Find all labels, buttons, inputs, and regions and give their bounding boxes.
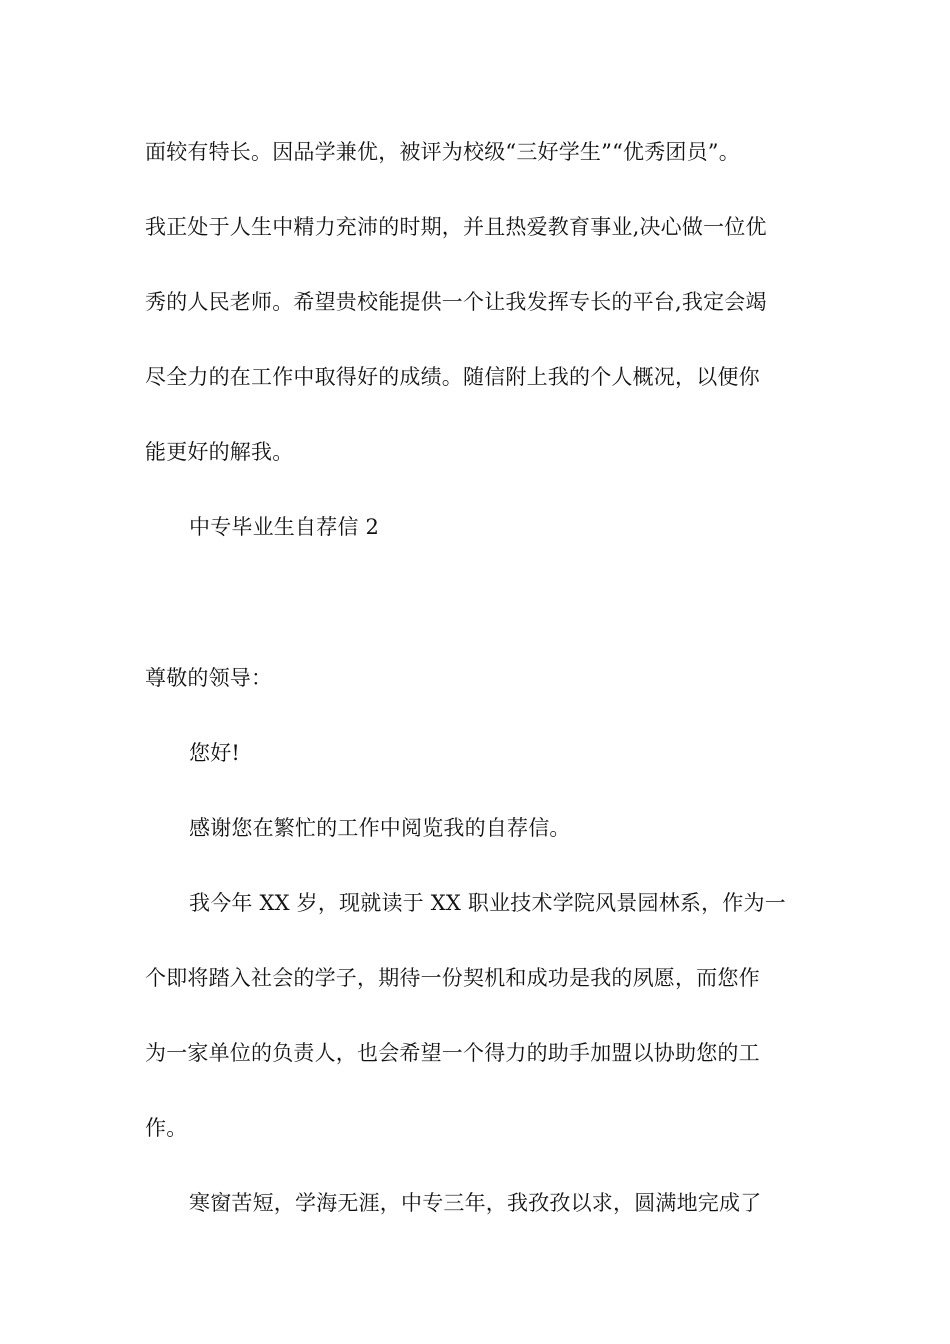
paragraph-line: 寒窗苦短，学海无涯，中专三年，我孜孜以求，圆满地完成了 xyxy=(189,1191,762,1215)
paragraph-line: 为一家单位的负责人，也会希望一个得力的助手加盟以协助您的工 xyxy=(145,1041,760,1065)
greeting: 您好! xyxy=(189,741,241,765)
paragraph-line: 秀的人民老师。希望贵校能提供一个让我发挥专长的平台,我定会竭 xyxy=(145,290,767,314)
salutation: 尊敬的领导： xyxy=(145,666,273,690)
paragraph-line: 作。 xyxy=(145,1116,188,1140)
paragraph-line: 个即将踏入社会的学子，期待一份契机和成功是我的夙愿，而您作 xyxy=(145,966,760,990)
paragraph-line: 我今年 XX 岁，现就读于 XX 职业技术学院风景园林系，作为一 xyxy=(189,891,786,915)
paragraph-line: 能更好的解我。 xyxy=(145,440,294,464)
paragraph-line: 尽全力的在工作中取得好的成绩。随信附上我的个人概况，以便你 xyxy=(145,365,760,389)
paragraph-line: 面较有特长。因品学兼优，被评为校级“三好学生”“优秀团员”。 xyxy=(145,140,740,164)
paragraph-line: 感谢您在繁忙的工作中阅览我的自荐信。 xyxy=(189,816,571,840)
section-title: 中专毕业生自荐信 2 xyxy=(189,515,380,539)
paragraph-line: 我正处于人生中精力充沛的时期，并且热爱教育事业,决心做一位优 xyxy=(145,215,767,239)
